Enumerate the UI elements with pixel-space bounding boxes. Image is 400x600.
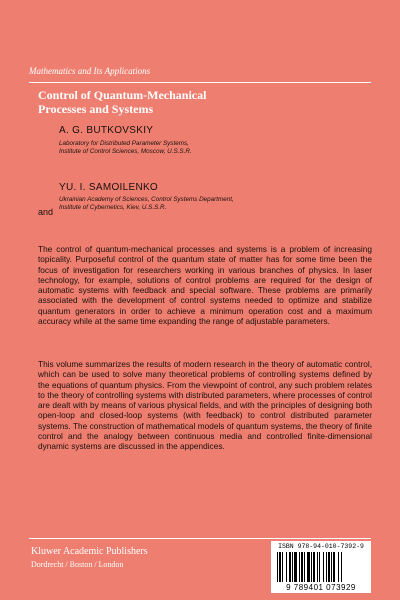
affiliation-line: Laboratory for Distributed Parameter Systems,	[59, 140, 189, 147]
barcode-bar	[323, 552, 324, 582]
barcode-bar	[328, 552, 330, 582]
title-line: Processes and Systems	[38, 102, 154, 116]
author-name: A. G. BUTKOVSKIY	[59, 125, 154, 136]
affiliation-line: Institute of Control Sciences, Moscow, U.S.S.R.	[59, 148, 192, 155]
publisher-cities: Dordrecht / Boston / London	[31, 560, 124, 569]
barcode-bar	[326, 552, 327, 582]
isbn-barcode	[271, 541, 371, 593]
barcode-bar	[286, 552, 287, 582]
barcode-bar	[279, 552, 281, 582]
barcode-bar	[299, 552, 300, 582]
book-title	[38, 88, 206, 116]
isbn-label: ISBN 978-94-010-7392-9	[278, 543, 364, 550]
barcode-bar	[333, 552, 335, 582]
barcode-bar	[277, 552, 278, 582]
barcode-bar	[317, 552, 318, 582]
description-paragraph: This volume summarizes the results of modern research in the theory of automatic control, which can be used to solve many theoretical problems of controlling systems defined by the equations of quantum physics. From the viewpoint of control, any such problem relates to the theory of controlling systems with distributed parameters, where processes of control are dealt with by means of various physical fields, and with the principles of designing both open-loop and closed-loop systems (with feedback) to control distributed parameter systems. The construction of mathematical models of quantum systems, the theory of finite control and the analogy between continuous media and controlled finite-dimensional dynamic systems are discussed in the appendices.	[38, 359, 372, 452]
author-affiliation	[59, 140, 192, 156]
barcode-bar	[319, 552, 320, 582]
barcode-bar	[304, 552, 305, 582]
top-rule	[29, 82, 371, 83]
barcode-digits: 9 789401 073929	[286, 583, 356, 592]
author-affiliation	[59, 196, 234, 212]
barcode-bars-icon	[277, 552, 365, 582]
description-paragraph: The control of quantum-mechanical processes and systems is a problem of increasing topicality. Purposeful control of the quantum state of matter has for some time been the focus of investigation for researchers working in various branches of physics. In laser technology, for example, solutions of control problems are required for the design of automatic systems with feedback and special software. These problems are primarily associated with the development of control systems needed to optimize and stabilize quantum generators in order to achieve a minimum operation cost and a maximum accuracy while at the same time expanding the range of adjustable parameters.	[38, 244, 372, 327]
barcode-bar	[282, 552, 283, 582]
publisher-name: Kluwer Academic Publishers	[31, 546, 148, 557]
affiliation-line: Ukrainian Academy of Sciences, Control Systems Department,	[59, 196, 234, 203]
barcode-bar	[307, 552, 310, 582]
barcode-bar	[301, 552, 303, 582]
barcode-bar	[289, 552, 291, 582]
bottom-rule	[29, 538, 371, 539]
barcode-bar	[313, 552, 315, 582]
barcode-bar	[331, 552, 332, 582]
barcode-bar	[292, 552, 293, 582]
barcode-bar	[341, 552, 342, 582]
barcode-bar	[311, 552, 312, 582]
and-text: and	[38, 207, 54, 217]
series-name: Mathematics and Its Applications	[29, 66, 151, 76]
title-line: Control of Quantum-Mechanical	[38, 88, 207, 102]
barcode-bar	[294, 552, 297, 582]
affiliation-line: Institute of Cybernetics, Kiev, U.S.S.R.	[59, 204, 167, 211]
barcode-bar	[338, 552, 339, 582]
author-name: YU. I. SAMOILENKO	[59, 182, 159, 193]
